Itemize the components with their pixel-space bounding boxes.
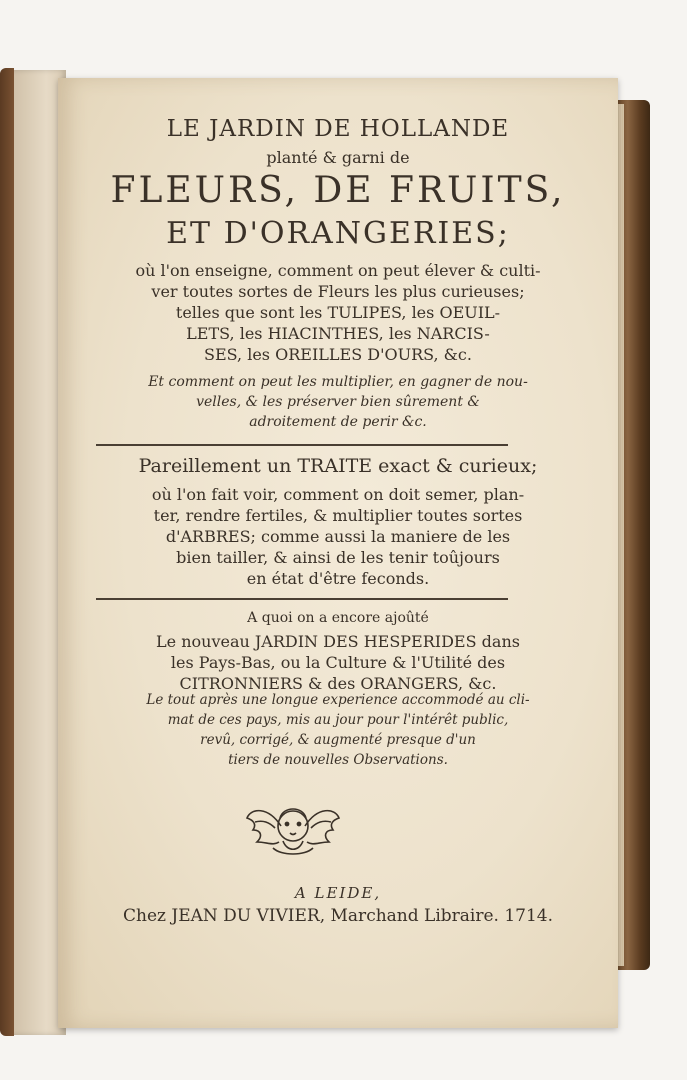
imprint-city: A LEIDE,: [294, 884, 382, 902]
description-paragraph-1: [58, 260, 618, 365]
text-line: les Pays-Bas, ou la Culture & l'Utilité des: [170, 653, 506, 672]
title-line-2: planté & garni de: [266, 148, 410, 167]
description-paragraph-2: [58, 484, 618, 589]
section-heading-traite: Pareillement un TRAITE exact & curieux;: [138, 455, 538, 477]
text-line: mat de ces pays, mis au jour pour l'intérêt public,: [167, 712, 509, 728]
text-line: où l'on enseigne, comment on peut élever & culti-: [135, 261, 541, 280]
text-line: SES, les OREILLES D'OURS, &c.: [204, 345, 472, 364]
text-line: Le nouveau JARDIN DES HESPERIDES dans: [156, 632, 520, 651]
text-line: Et comment on peut les multiplier, en gagner de nou-: [148, 374, 528, 390]
winged-cherub-head-icon: [243, 796, 343, 864]
imprint-publisher: Chez JEAN DU VIVIER, Marchand Libraire. 1714.: [123, 906, 553, 926]
text-line: CITRONNIERS & des ORANGERS, &c.: [179, 674, 497, 693]
divider-rule-2: [96, 598, 508, 600]
title-line-3: FLEURS, DE FRUITS,: [110, 170, 566, 211]
text-line: où l'on fait voir, comment on doit semer, plan-: [151, 485, 525, 504]
text-line: tiers de nouvelles Observations.: [228, 752, 448, 768]
title-page: [58, 78, 618, 1028]
description-paragraph-hesperides: [58, 631, 618, 694]
text-line: Le tout après une longue experience accommodé au cli-: [146, 692, 530, 708]
title-line-1: LE JARDIN DE HOLLANDE: [166, 116, 510, 142]
book-left-cover: [0, 68, 14, 1036]
text-line: bien tailler, & ainsi de les tenir toûjours: [176, 548, 500, 567]
divider-rule-1: [96, 444, 508, 446]
italic-paragraph-1: [58, 372, 618, 432]
text-line: adroitement de perir &c.: [249, 414, 427, 430]
text-line: ver toutes sortes de Fleurs les plus curieuses;: [151, 282, 525, 301]
text-line: LETS, les HIACINTHES, les NARCIS-: [186, 324, 490, 343]
title-line-4: ET D'ORANGERIES;: [166, 216, 510, 251]
addition-note: A quoi on a encore ajoûté: [247, 610, 429, 626]
text-line: d'ARBRES; comme aussi la maniere de les: [165, 527, 511, 546]
text-line: ter, rendre fertiles, & multiplier toutes sortes: [153, 506, 523, 525]
text-line: revû, corrigé, & augmenté presque d'un: [200, 732, 476, 748]
text-line: velles, & les préserver bien sûrement &: [196, 394, 480, 410]
text-line: en état d'être feconds.: [246, 569, 430, 588]
text-line: telles que sont les TULIPES, les OEUIL-: [175, 303, 501, 322]
italic-paragraph-2: [58, 690, 618, 770]
